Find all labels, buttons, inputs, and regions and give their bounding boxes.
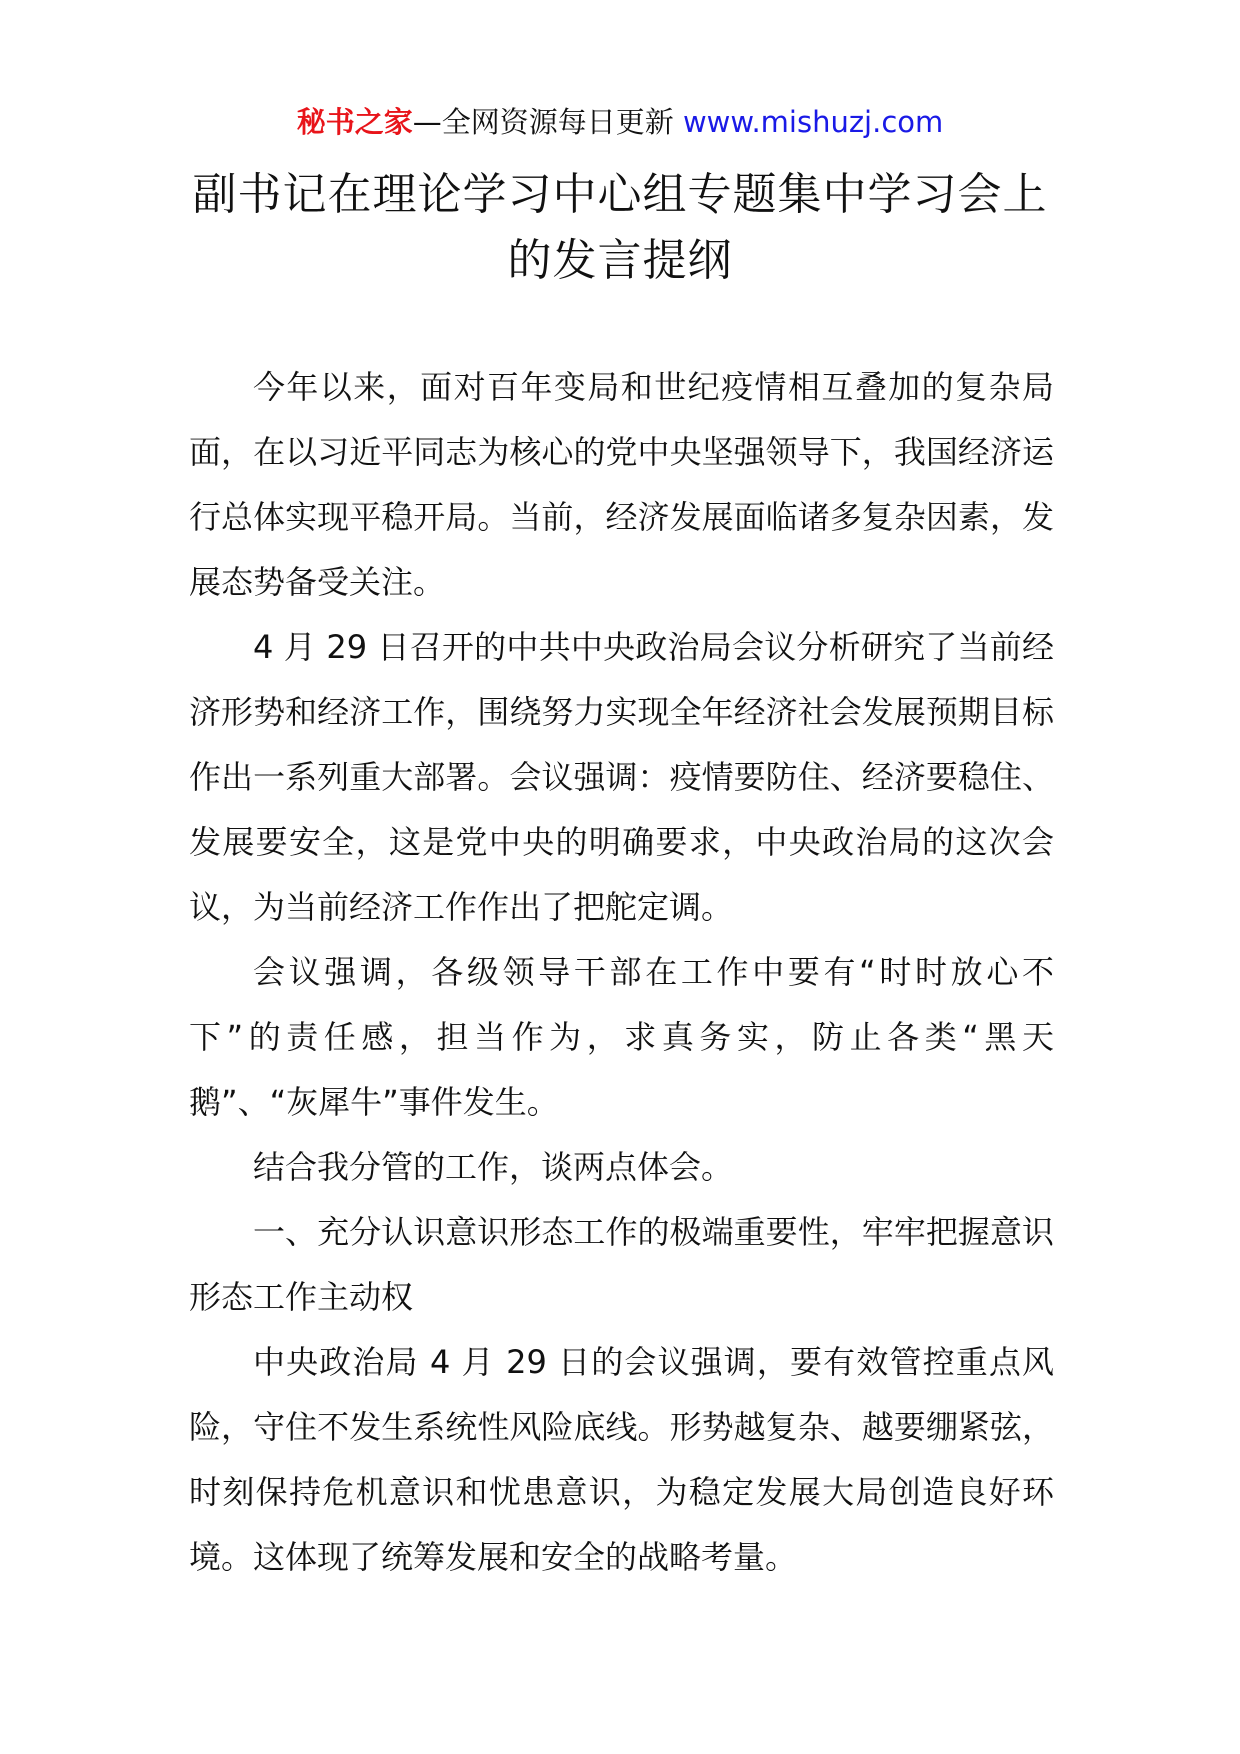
site-url-link[interactable]: www.mishuzj.com	[682, 105, 944, 139]
document-title: 副书记在理论学习中心组专题集中学习会上的发言提纲	[192, 169, 1048, 286]
paragraph: 结合我分管的工作，谈两点体会。	[253, 1148, 734, 1186]
paragraph: 今年以来，面对百年变局和世纪疫情相互叠加的复杂局面，在以习近平同志为核心的党中央坚强领导下，我国经济运行总体实现平稳开局。当前，经济发展面临诸多复杂因素，发展态势备受关注。	[189, 368, 1054, 601]
document-body	[189, 355, 1054, 1590]
paragraph: 会议强调，各级领导干部在工作中要有“时时放心不下”的责任感，担当作为，求真务实，防止各类“黑天鹅”、“灰犀牛”事件发生。	[189, 953, 1054, 1121]
paragraph: 中央政治局 4 月 29 日的会议强调，要有效管控重点风险，守住不发生系统性风险底线。形势越复杂、越要绷紧弦，时刻保持危机意识和忧患意识，为稳定发展大局创造良好环境。这体现了统筹发展和安全的战略考量。	[189, 1343, 1054, 1576]
site-brand: 秘书之家	[296, 105, 413, 139]
site-tagline: —全网资源每日更新	[412, 105, 674, 139]
paragraph: 4 月 29 日召开的中共中央政治局会议分析研究了当前经济形势和经济工作，围绕努力实现全年经济社会发展预期目标作出一系列重大部署。会议强调：疫情要防住、经济要稳住、发展要安全，这是党中央的明确要求，中央政治局的这次会议，为当前经济工作作出了把舵定调。	[189, 628, 1054, 926]
section-heading: 一、充分认识意识形态工作的极端重要性，牢牢把握意识形态工作主动权	[189, 1213, 1054, 1316]
site-header	[0, 102, 1240, 142]
